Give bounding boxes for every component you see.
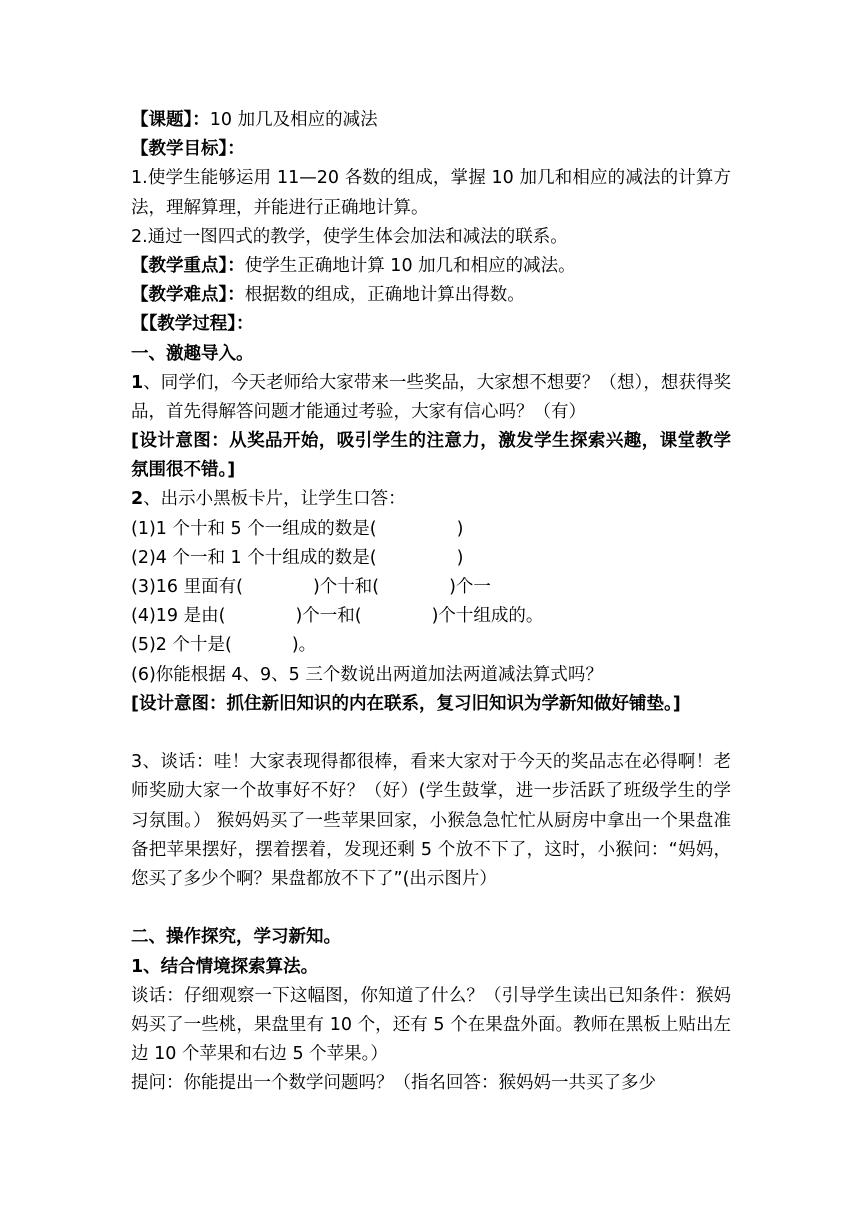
goals-label: 【教学目标】： <box>131 139 245 160</box>
question-4 <box>131 602 731 631</box>
key-point-text: 使学生正确地计算 10 加几和相应的减法。 <box>244 255 576 276</box>
question-2-close: ) <box>456 547 464 568</box>
section-1-item-3: 3、谈话：哇！大家表现得都很棒，看来大家对于今天的奖品志在必得啊！老师奖励大家一个故事好不好？（好）(学生鼓掌，进一步活跃了班级学生的学习氛围。） 猴妈妈买了一些苹果回家，小猴急急忙忙从厨房中拿出一个果盘准备把苹果摆好，摆着摆着，发现还剩 5 个放不下了，这时，小猴问：“妈妈，您买了多少个啊？果盘都放不下了”(出示图片） <box>131 752 731 889</box>
section-1-item-2 <box>131 485 731 514</box>
question-3 <box>131 573 731 602</box>
question-1 <box>131 515 731 544</box>
question-4-end: )个十组成的。 <box>431 606 544 627</box>
question-1-text: (1)1 个十和 5 个一组成的数是( <box>131 518 377 539</box>
question-4-middle: )个一和( <box>295 606 362 627</box>
design-intent-2: [设计意图：抓住新旧知识的内在联系，复习旧知识为学新知做好铺垫。] <box>131 693 681 714</box>
section-2-item-1-title: 1、结合情境探索算法。 <box>131 956 319 977</box>
question-3-middle: )个十和( <box>312 577 380 598</box>
question-1-close: ) <box>456 518 464 539</box>
goal-1: 1.使学生能够运用 11—20 各数的组成，掌握 10 加几和相应的减法的计算方法，理解算理，并能进行正确地计算。 <box>131 168 731 218</box>
goal-2: 2.通过一图四式的教学，使学生体会加法和减法的联系。 <box>131 226 568 247</box>
difficulty-line <box>131 281 731 310</box>
difficulty-text: 根据数的组成，正确地计算出得数。 <box>244 285 525 306</box>
design-intent-1: [设计意图：从奖品开始，吸引学生的注意力，激发学生探索兴趣，课堂教学氛围很不错。] <box>131 431 731 481</box>
section-1-heading <box>131 340 731 369</box>
goals-heading <box>131 135 731 164</box>
section-2-item-1 <box>131 953 731 982</box>
question-3-end: )个一 <box>449 577 491 598</box>
item-1-number: 1 <box>131 372 144 393</box>
item-1-text: 、同学们，今天老师给大家带来一些奖品，大家想不想要？（想），想获得奖品，首先得解答问题才能通过考验，大家有信心吗？（有） <box>131 372 731 422</box>
lesson-title-label: 【课题】： <box>131 110 210 130</box>
difficulty-label: 【教学难点】： <box>131 285 245 306</box>
question-2 <box>131 544 731 573</box>
question-6: (6)你能根据 4、9、5 三个数说出两道加法两道减法算式吗？ <box>131 664 603 685</box>
question-2-text: (2)4 个一和 1 个十组成的数是( <box>131 547 377 568</box>
lesson-plan-body <box>131 106 731 1099</box>
question-paragraph: 提问：你能提出一个数学问题吗？（指名回答：猴妈妈一共买了多少 <box>131 1073 656 1094</box>
lesson-title-text: 10 加几及相应的减法 <box>209 110 378 130</box>
lesson-title-line <box>131 106 731 135</box>
question-5 <box>131 631 731 660</box>
section-1-title: 一、激趣导入。 <box>131 343 254 364</box>
process-heading <box>131 310 731 339</box>
item-2-text: 、出示小黑板卡片，让学生口答： <box>143 489 406 510</box>
process-label: 【【教学过程】： <box>131 314 254 335</box>
section-1-item-1 <box>131 369 731 427</box>
key-point-label: 【教学重点】： <box>131 255 245 276</box>
question-5-end: )。 <box>291 635 317 656</box>
talk-paragraph: 谈话：仔细观察一下这幅图，你知道了什么？（引导学生读出已知条件：猴妈妈买了一些桃，果盘里有 10 个，还有 5 个在果盘外面。教师在黑板上贴出左边 10 个苹果和右边 5 个苹果。） <box>131 985 731 1065</box>
question-3-text: (3)16 里面有( <box>131 577 243 598</box>
section-2-heading <box>131 923 731 952</box>
item-2-number: 2 <box>131 489 144 510</box>
question-5-text: (5)2 个十是( <box>131 635 232 656</box>
section-2-title: 二、操作探究，学习新知。 <box>131 927 341 948</box>
key-point-line <box>131 252 731 281</box>
question-4-text: (4)19 是由( <box>131 606 226 627</box>
